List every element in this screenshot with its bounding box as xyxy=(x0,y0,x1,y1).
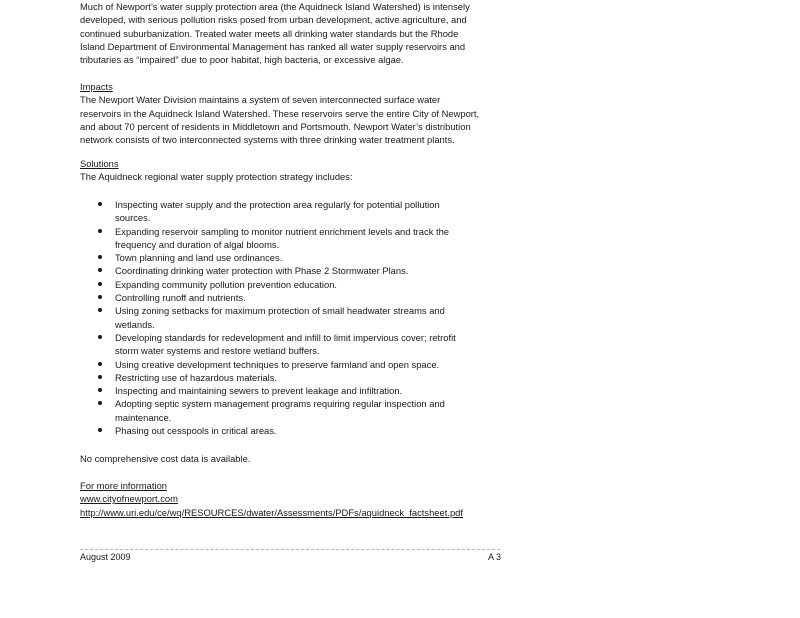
list-item: Inspecting and maintaining sewers to prevent leakage and infiltration. xyxy=(80,384,500,397)
list-item: Controlling runoff and nutrients. xyxy=(80,291,500,304)
list-item: Adopting septic system management programs requiring regular inspection and maintenance. xyxy=(80,397,500,424)
solutions-heading: Solutions xyxy=(80,158,119,169)
bullet-dot-icon xyxy=(98,202,102,206)
bullet-dot-icon xyxy=(98,362,102,366)
impacts-line: network consists of two interconnected systems with three drinking water treatment plants. xyxy=(80,134,455,146)
list-item: Using zoning setbacks for maximum protection of small headwater streams and wetlands. xyxy=(80,304,500,331)
list-item: Expanding community pollution prevention education. xyxy=(80,278,500,291)
intro-line: developed, with serious pollution risks posed from urban development, active agriculture, and xyxy=(80,14,467,26)
solutions-list xyxy=(80,198,500,437)
impacts-heading: Impacts xyxy=(80,81,113,92)
solutions-section xyxy=(80,157,510,184)
intro-paragraph xyxy=(80,0,510,66)
bullet-dot-icon xyxy=(98,295,102,299)
impacts-line: reservoirs in the Aquidneck Island Watershed. These reservoirs serve the entire City of Newport, xyxy=(80,107,480,119)
impacts-line: The Newport Water Division maintains a system of seven interconnected surface water xyxy=(80,94,441,106)
factsheet-link[interactable]: http://www.uri.edu/ce/wq/RESOURCES/dwater/Assessments/PDFs/aquidneck_factsheet.pdf xyxy=(80,506,463,518)
list-item: Phasing out cesspools in critical areas. xyxy=(80,424,500,437)
bullet-dot-icon xyxy=(98,255,102,259)
footer-divider xyxy=(80,549,500,550)
bullet-dot-icon xyxy=(98,428,102,432)
solutions-intro: The Aquidneck regional water supply protection strategy includes: xyxy=(80,171,353,183)
bullet-dot-icon xyxy=(98,375,102,379)
bullet-dot-icon xyxy=(98,268,102,272)
more-info-section xyxy=(80,479,510,519)
more-info-heading: For more information xyxy=(80,480,168,491)
intro-line: Island Department of Environmental Management has ranked all water supply reservoirs and xyxy=(80,40,466,52)
intro-line: continued suburbanization. Treated water meets all drinking water standards but the Rhode xyxy=(80,27,459,39)
list-item: Restricting use of hazardous materials. xyxy=(80,371,500,384)
list-item: Inspecting water supply and the protection area regularly for potential pollution sources. xyxy=(80,198,500,225)
list-item: Town planning and land use ordinances. xyxy=(80,251,500,264)
bullet-dot-icon xyxy=(98,308,102,312)
list-item: Expanding reservoir sampling to monitor nutrient enrichment levels and track the frequency and duration of algal blooms. xyxy=(80,225,500,252)
impacts-line: and about 70 percent of residents in Middletown and Portsmouth. Newport Water’s distribution xyxy=(80,120,471,132)
cost-text: No comprehensive cost data is available. xyxy=(80,453,251,464)
list-item: Coordinating drinking water protection with Phase 2 Stormwater Plans. xyxy=(80,264,500,277)
bullet-dot-icon xyxy=(98,388,102,392)
list-item: Developing standards for redevelopment and infill to limit impervious cover; retrofit storm water systems and restore wetland buffers. xyxy=(80,331,500,358)
footer-date: August 2009 xyxy=(80,552,131,562)
impacts-section xyxy=(80,80,510,146)
page-number: A 3 xyxy=(488,552,502,562)
city-website-link[interactable]: www.cityofnewport.com xyxy=(80,493,178,505)
intro-line: tributaries as “impaired” due to poor habitat, high bacteria, or excessive algae. xyxy=(80,54,404,66)
cost-statement xyxy=(80,452,510,465)
bullet-dot-icon xyxy=(98,335,102,339)
intro-line: Much of Newport’s water supply protection area (the Aquidneck Island Watershed) is intensely xyxy=(80,1,470,12)
bullet-dot-icon xyxy=(98,229,102,233)
bullet-dot-icon xyxy=(98,401,102,405)
list-item: Using creative development techniques to preserve farmland and open space. xyxy=(80,358,500,371)
bullet-dot-icon xyxy=(98,282,102,286)
